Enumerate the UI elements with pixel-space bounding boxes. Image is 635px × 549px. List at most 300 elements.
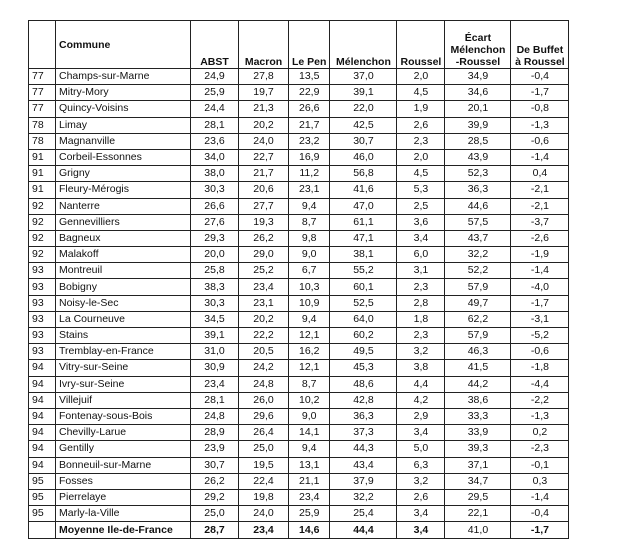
row-dept: 91 xyxy=(29,166,56,182)
row-dept: 77 xyxy=(29,69,56,85)
row-roussel: 5,3 xyxy=(397,182,445,198)
average-lepen: 14,6 xyxy=(289,522,330,539)
row-ecart: 57,5 xyxy=(445,214,511,230)
row-lepen: 9,0 xyxy=(289,247,330,263)
average-melenchon: 44,4 xyxy=(330,522,397,539)
row-commune: Malakoff xyxy=(56,247,191,263)
row-macron: 19,5 xyxy=(239,457,289,473)
header-buffet xyxy=(511,21,569,69)
row-dept: 77 xyxy=(29,101,56,117)
table-row xyxy=(29,230,569,246)
row-macron: 26,4 xyxy=(239,425,289,441)
row-macron: 29,0 xyxy=(239,247,289,263)
row-dept: 77 xyxy=(29,85,56,101)
row-commune: Villejuif xyxy=(56,392,191,408)
row-roussel: 2,3 xyxy=(397,328,445,344)
row-ecart: 43,7 xyxy=(445,230,511,246)
row-lepen: 21,7 xyxy=(289,117,330,133)
row-dept: 93 xyxy=(29,263,56,279)
row-ecart: 43,9 xyxy=(445,149,511,165)
table-row xyxy=(29,473,569,489)
row-abst: 28,1 xyxy=(191,392,239,408)
table-row xyxy=(29,166,569,182)
row-melenchon: 48,6 xyxy=(330,376,397,392)
election-results-table xyxy=(28,20,569,539)
average-ecart: 41,0 xyxy=(445,522,511,539)
row-lepen: 14,1 xyxy=(289,425,330,441)
row-roussel: 3,2 xyxy=(397,473,445,489)
row-roussel: 5,0 xyxy=(397,441,445,457)
row-abst: 26,6 xyxy=(191,198,239,214)
header-row xyxy=(29,21,569,69)
row-dept: 94 xyxy=(29,441,56,457)
row-dept: 95 xyxy=(29,489,56,505)
row-lepen: 12,1 xyxy=(289,328,330,344)
row-melenchon: 30,7 xyxy=(330,133,397,149)
row-lepen: 8,7 xyxy=(289,376,330,392)
row-abst: 38,0 xyxy=(191,166,239,182)
row-commune: Bagneux xyxy=(56,230,191,246)
header-dept xyxy=(29,21,56,69)
row-roussel: 2,9 xyxy=(397,408,445,424)
row-abst: 30,3 xyxy=(191,295,239,311)
row-melenchon: 61,1 xyxy=(330,214,397,230)
table-row xyxy=(29,489,569,505)
row-ecart: 44,6 xyxy=(445,198,511,214)
row-buffet: -5,2 xyxy=(511,328,569,344)
row-buffet: -1,7 xyxy=(511,295,569,311)
table-row xyxy=(29,279,569,295)
header-abst: ABST xyxy=(191,21,239,69)
row-abst: 25,8 xyxy=(191,263,239,279)
row-roussel: 4,2 xyxy=(397,392,445,408)
row-abst: 31,0 xyxy=(191,344,239,360)
row-dept: 92 xyxy=(29,198,56,214)
row-commune: Chevilly-Larue xyxy=(56,425,191,441)
header-ecart-line3: -Roussel xyxy=(455,56,501,68)
row-commune: Limay xyxy=(56,117,191,133)
row-abst: 27,6 xyxy=(191,214,239,230)
row-melenchon: 55,2 xyxy=(330,263,397,279)
row-buffet: 0,2 xyxy=(511,425,569,441)
row-melenchon: 49,5 xyxy=(330,344,397,360)
row-abst: 38,3 xyxy=(191,279,239,295)
row-melenchon: 37,9 xyxy=(330,473,397,489)
row-roussel: 2,6 xyxy=(397,489,445,505)
row-lepen: 8,7 xyxy=(289,214,330,230)
row-dept: 95 xyxy=(29,473,56,489)
row-ecart: 33,3 xyxy=(445,408,511,424)
row-abst: 34,5 xyxy=(191,311,239,327)
row-ecart: 34,9 xyxy=(445,69,511,85)
row-dept: 94 xyxy=(29,392,56,408)
row-buffet: 0,3 xyxy=(511,473,569,489)
row-buffet: -4,0 xyxy=(511,279,569,295)
row-roussel: 2,3 xyxy=(397,133,445,149)
row-lepen: 9,4 xyxy=(289,198,330,214)
table-body xyxy=(29,69,569,522)
row-melenchon: 47,1 xyxy=(330,230,397,246)
header-commune: Commune xyxy=(56,21,191,69)
row-commune: Stains xyxy=(56,328,191,344)
row-commune: Noisy-le-Sec xyxy=(56,295,191,311)
table-row xyxy=(29,214,569,230)
table-row xyxy=(29,311,569,327)
row-macron: 24,2 xyxy=(239,360,289,376)
header-ecart xyxy=(445,21,511,69)
table-row xyxy=(29,101,569,117)
row-roussel: 2,5 xyxy=(397,198,445,214)
row-buffet: -2,2 xyxy=(511,392,569,408)
row-ecart: 52,2 xyxy=(445,263,511,279)
row-roussel: 4,5 xyxy=(397,85,445,101)
row-roussel: 3,2 xyxy=(397,344,445,360)
table-row xyxy=(29,376,569,392)
row-lepen: 22,9 xyxy=(289,85,330,101)
row-lepen: 16,2 xyxy=(289,344,330,360)
row-macron: 23,4 xyxy=(239,279,289,295)
row-roussel: 3,4 xyxy=(397,425,445,441)
row-roussel: 6,3 xyxy=(397,457,445,473)
row-macron: 29,6 xyxy=(239,408,289,424)
row-abst: 25,9 xyxy=(191,85,239,101)
row-buffet: -1,3 xyxy=(511,117,569,133)
row-buffet: -1,8 xyxy=(511,360,569,376)
row-melenchon: 43,4 xyxy=(330,457,397,473)
row-commune: Grigny xyxy=(56,166,191,182)
row-commune: La Courneuve xyxy=(56,311,191,327)
row-buffet: -0,6 xyxy=(511,344,569,360)
row-dept: 94 xyxy=(29,360,56,376)
row-macron: 21,3 xyxy=(239,101,289,117)
row-buffet: -2,1 xyxy=(511,198,569,214)
row-dept: 93 xyxy=(29,279,56,295)
row-buffet: -1,4 xyxy=(511,149,569,165)
header-roussel: Roussel xyxy=(397,21,445,69)
row-lepen: 23,2 xyxy=(289,133,330,149)
row-commune: Bobigny xyxy=(56,279,191,295)
row-roussel: 2,0 xyxy=(397,69,445,85)
row-ecart: 38,6 xyxy=(445,392,511,408)
row-abst: 24,8 xyxy=(191,408,239,424)
row-abst: 29,3 xyxy=(191,230,239,246)
row-lepen: 9,8 xyxy=(289,230,330,246)
row-buffet: -1,7 xyxy=(511,85,569,101)
table-row xyxy=(29,344,569,360)
row-abst: 29,2 xyxy=(191,489,239,505)
row-melenchon: 64,0 xyxy=(330,311,397,327)
row-buffet: -3,1 xyxy=(511,311,569,327)
row-dept: 92 xyxy=(29,230,56,246)
row-abst: 25,0 xyxy=(191,506,239,522)
row-buffet: -3,7 xyxy=(511,214,569,230)
table-row xyxy=(29,360,569,376)
row-commune: Quincy-Voisins xyxy=(56,101,191,117)
table-row xyxy=(29,328,569,344)
row-melenchon: 37,0 xyxy=(330,69,397,85)
row-dept: 92 xyxy=(29,214,56,230)
row-macron: 24,0 xyxy=(239,506,289,522)
row-ecart: 20,1 xyxy=(445,101,511,117)
row-melenchon: 32,2 xyxy=(330,489,397,505)
row-abst: 30,7 xyxy=(191,457,239,473)
row-commune: Champs-sur-Marne xyxy=(56,69,191,85)
row-melenchon: 37,3 xyxy=(330,425,397,441)
row-abst: 23,4 xyxy=(191,376,239,392)
table-row xyxy=(29,69,569,85)
row-melenchon: 60,2 xyxy=(330,328,397,344)
header-ecart-line1: Écart xyxy=(464,32,492,44)
row-abst: 23,9 xyxy=(191,441,239,457)
table-row xyxy=(29,149,569,165)
row-buffet: -0,6 xyxy=(511,133,569,149)
row-roussel: 2,0 xyxy=(397,149,445,165)
row-melenchon: 52,5 xyxy=(330,295,397,311)
row-dept: 92 xyxy=(29,247,56,263)
row-roussel: 6,0 xyxy=(397,247,445,263)
row-lepen: 12,1 xyxy=(289,360,330,376)
row-dept: 91 xyxy=(29,149,56,165)
row-lepen: 21,1 xyxy=(289,473,330,489)
row-macron: 21,7 xyxy=(239,166,289,182)
row-abst: 34,0 xyxy=(191,149,239,165)
row-melenchon: 46,0 xyxy=(330,149,397,165)
row-dept: 78 xyxy=(29,133,56,149)
row-buffet: -2,3 xyxy=(511,441,569,457)
table-row xyxy=(29,392,569,408)
average-abst: 28,7 xyxy=(191,522,239,539)
row-ecart: 52,3 xyxy=(445,166,511,182)
row-abst: 24,9 xyxy=(191,69,239,85)
row-lepen: 11,2 xyxy=(289,166,330,182)
row-ecart: 39,9 xyxy=(445,117,511,133)
row-dept: 94 xyxy=(29,408,56,424)
row-macron: 20,6 xyxy=(239,182,289,198)
table-row xyxy=(29,263,569,279)
row-dept: 93 xyxy=(29,344,56,360)
row-dept: 91 xyxy=(29,182,56,198)
row-commune: Bonneuil-sur-Marne xyxy=(56,457,191,473)
row-dept: 78 xyxy=(29,117,56,133)
row-roussel: 2,8 xyxy=(397,295,445,311)
row-ecart: 39,3 xyxy=(445,441,511,457)
table-row xyxy=(29,117,569,133)
row-melenchon: 42,5 xyxy=(330,117,397,133)
row-commune: Magnanville xyxy=(56,133,191,149)
row-abst: 28,1 xyxy=(191,117,239,133)
row-lepen: 9,0 xyxy=(289,408,330,424)
row-lepen: 6,7 xyxy=(289,263,330,279)
average-buffet: -1,7 xyxy=(511,522,569,539)
row-commune: Fleury-Mérogis xyxy=(56,182,191,198)
header-buffet-line1: De Buffet xyxy=(516,44,564,56)
row-lepen: 13,5 xyxy=(289,69,330,85)
row-ecart: 41,5 xyxy=(445,360,511,376)
row-abst: 23,6 xyxy=(191,133,239,149)
row-dept: 93 xyxy=(29,311,56,327)
row-buffet: -1,3 xyxy=(511,408,569,424)
row-roussel: 3,4 xyxy=(397,230,445,246)
row-commune: Nanterre xyxy=(56,198,191,214)
row-abst: 39,1 xyxy=(191,328,239,344)
row-ecart: 34,6 xyxy=(445,85,511,101)
row-macron: 25,2 xyxy=(239,263,289,279)
table-row xyxy=(29,198,569,214)
row-abst: 24,4 xyxy=(191,101,239,117)
row-macron: 27,7 xyxy=(239,198,289,214)
header-melenchon: Mélenchon xyxy=(330,21,397,69)
row-buffet: -0,4 xyxy=(511,506,569,522)
row-ecart: 37,1 xyxy=(445,457,511,473)
row-buffet: -1,4 xyxy=(511,263,569,279)
header-macron: Macron xyxy=(239,21,289,69)
row-roussel: 2,3 xyxy=(397,279,445,295)
row-abst: 30,3 xyxy=(191,182,239,198)
row-buffet: -1,9 xyxy=(511,247,569,263)
row-melenchon: 39,1 xyxy=(330,85,397,101)
table-row xyxy=(29,247,569,263)
average-macron: 23,4 xyxy=(239,522,289,539)
row-ecart: 57,9 xyxy=(445,328,511,344)
row-melenchon: 60,1 xyxy=(330,279,397,295)
row-lepen: 13,1 xyxy=(289,457,330,473)
row-roussel: 3,4 xyxy=(397,506,445,522)
row-commune: Fosses xyxy=(56,473,191,489)
row-buffet: -2,1 xyxy=(511,182,569,198)
row-commune: Mitry-Mory xyxy=(56,85,191,101)
row-dept: 94 xyxy=(29,376,56,392)
row-roussel: 4,5 xyxy=(397,166,445,182)
row-buffet: -4,4 xyxy=(511,376,569,392)
header-ecart-line2: Mélenchon xyxy=(450,44,506,56)
row-commune: Vitry-sur-Seine xyxy=(56,360,191,376)
row-macron: 19,7 xyxy=(239,85,289,101)
header-lepen: Le Pen xyxy=(289,21,330,69)
row-lepen: 9,4 xyxy=(289,441,330,457)
row-macron: 19,3 xyxy=(239,214,289,230)
row-commune: Gentilly xyxy=(56,441,191,457)
row-ecart: 28,5 xyxy=(445,133,511,149)
row-macron: 26,0 xyxy=(239,392,289,408)
row-macron: 20,2 xyxy=(239,311,289,327)
row-ecart: 62,2 xyxy=(445,311,511,327)
row-commune: Tremblay-en-France xyxy=(56,344,191,360)
table-row xyxy=(29,133,569,149)
average-dept xyxy=(29,522,56,539)
row-lepen: 16,9 xyxy=(289,149,330,165)
row-commune: Pierrelaye xyxy=(56,489,191,505)
row-lepen: 9,4 xyxy=(289,311,330,327)
row-macron: 20,5 xyxy=(239,344,289,360)
row-macron: 25,0 xyxy=(239,441,289,457)
row-ecart: 36,3 xyxy=(445,182,511,198)
row-macron: 20,2 xyxy=(239,117,289,133)
row-ecart: 22,1 xyxy=(445,506,511,522)
row-macron: 22,2 xyxy=(239,328,289,344)
row-melenchon: 44,3 xyxy=(330,441,397,457)
row-roussel: 3,8 xyxy=(397,360,445,376)
row-lepen: 10,9 xyxy=(289,295,330,311)
row-ecart: 32,2 xyxy=(445,247,511,263)
table-row xyxy=(29,295,569,311)
table-row xyxy=(29,408,569,424)
row-lepen: 25,9 xyxy=(289,506,330,522)
row-buffet: -1,4 xyxy=(511,489,569,505)
row-ecart: 34,7 xyxy=(445,473,511,489)
table-row xyxy=(29,425,569,441)
row-buffet: -2,6 xyxy=(511,230,569,246)
row-abst: 30,9 xyxy=(191,360,239,376)
row-melenchon: 38,1 xyxy=(330,247,397,263)
row-macron: 23,1 xyxy=(239,295,289,311)
average-label: Moyenne Ile-de-France xyxy=(56,522,191,539)
row-melenchon: 42,8 xyxy=(330,392,397,408)
average-row xyxy=(29,522,569,539)
row-lepen: 10,3 xyxy=(289,279,330,295)
row-dept: 93 xyxy=(29,295,56,311)
row-roussel: 3,6 xyxy=(397,214,445,230)
row-melenchon: 45,3 xyxy=(330,360,397,376)
table-row xyxy=(29,506,569,522)
row-ecart: 29,5 xyxy=(445,489,511,505)
row-buffet: -0,1 xyxy=(511,457,569,473)
row-melenchon: 56,8 xyxy=(330,166,397,182)
row-melenchon: 22,0 xyxy=(330,101,397,117)
row-commune: Ivry-sur-Seine xyxy=(56,376,191,392)
results-table-container xyxy=(28,20,569,539)
row-ecart: 49,7 xyxy=(445,295,511,311)
row-lepen: 26,6 xyxy=(289,101,330,117)
row-macron: 22,4 xyxy=(239,473,289,489)
header-buffet-line2: à Roussel xyxy=(515,56,565,68)
row-dept: 94 xyxy=(29,457,56,473)
row-melenchon: 25,4 xyxy=(330,506,397,522)
row-lepen: 10,2 xyxy=(289,392,330,408)
row-lepen: 23,4 xyxy=(289,489,330,505)
row-ecart: 46,3 xyxy=(445,344,511,360)
row-commune: Gennevilliers xyxy=(56,214,191,230)
row-roussel: 3,1 xyxy=(397,263,445,279)
row-commune: Marly-la-Ville xyxy=(56,506,191,522)
row-macron: 24,8 xyxy=(239,376,289,392)
row-buffet: 0,4 xyxy=(511,166,569,182)
row-ecart: 44,2 xyxy=(445,376,511,392)
row-macron: 22,7 xyxy=(239,149,289,165)
row-melenchon: 41,6 xyxy=(330,182,397,198)
row-commune: Montreuil xyxy=(56,263,191,279)
table-row xyxy=(29,457,569,473)
table-row xyxy=(29,85,569,101)
row-macron: 26,2 xyxy=(239,230,289,246)
row-dept: 95 xyxy=(29,506,56,522)
row-macron: 19,8 xyxy=(239,489,289,505)
row-roussel: 4,4 xyxy=(397,376,445,392)
row-melenchon: 47,0 xyxy=(330,198,397,214)
row-commune: Fontenay-sous-Bois xyxy=(56,408,191,424)
average-roussel: 3,4 xyxy=(397,522,445,539)
table-row xyxy=(29,182,569,198)
row-buffet: -0,8 xyxy=(511,101,569,117)
row-roussel: 1,9 xyxy=(397,101,445,117)
row-dept: 94 xyxy=(29,425,56,441)
row-dept: 93 xyxy=(29,328,56,344)
row-ecart: 57,9 xyxy=(445,279,511,295)
row-roussel: 2,6 xyxy=(397,117,445,133)
row-macron: 27,8 xyxy=(239,69,289,85)
row-macron: 24,0 xyxy=(239,133,289,149)
row-buffet: -0,4 xyxy=(511,69,569,85)
row-commune: Corbeil-Essonnes xyxy=(56,149,191,165)
